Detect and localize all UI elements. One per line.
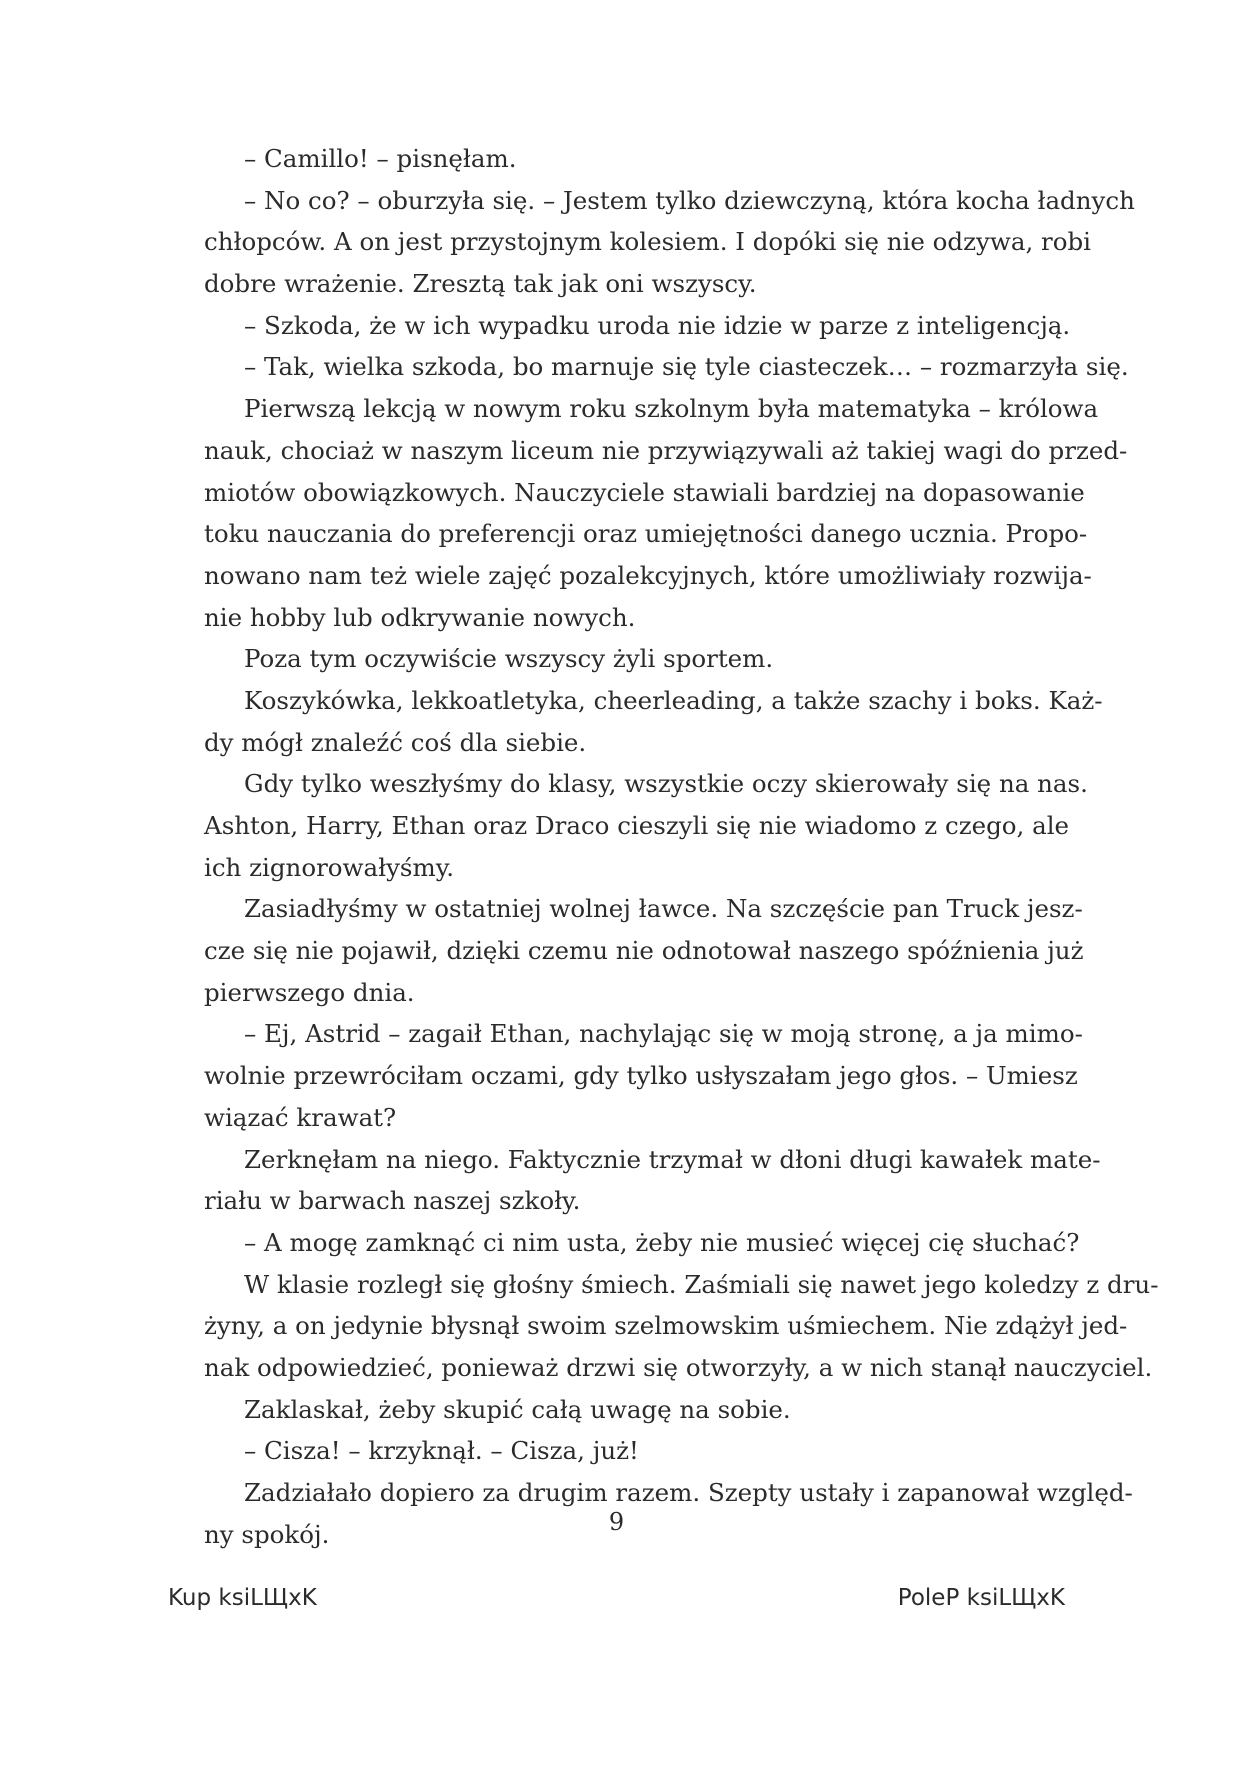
text-line: wiązać krawat? — [204, 1102, 397, 1132]
text-line: – Tak, wielka szkoda, bo marnuje się tyle ciasteczek… – rozmarzyła się. — [244, 352, 1129, 382]
text-line: nauk, chociaż w naszym liceum nie przywiązywali aż takiej wagi do przed- — [204, 435, 1128, 465]
text-line: Zaklaskał, żeby skupić całą uwagę na sobie. — [244, 1394, 791, 1424]
text-line: nak odpowiedzieć, ponieważ drzwi się otworzyły, a w nich stanął nauczyciel. — [204, 1352, 1153, 1382]
text-line: – Ej, Astrid – zagaił Ethan, nachylając się w moją stronę, a ja mimo- — [244, 1019, 1083, 1049]
text-line: riału w barwach naszej szkoły. — [204, 1186, 581, 1216]
text-line: ny spokój. — [204, 1519, 330, 1549]
text-line: Gdy tylko weszłyśmy do klasy, wszystkie oczy skierowały się na nas. — [244, 769, 1088, 799]
text-line: Zerknęłam na niego. Faktycznie trzymał w dłoni długi kawałek mate- — [244, 1144, 1101, 1174]
text-line: wolnie przewróciłam oczami, gdy tylko usłyszałam jego głos. – Umiesz — [204, 1061, 1078, 1091]
body-text — [204, 138, 1159, 1555]
footer-left-label: Kup ksiLЩxK — [168, 1585, 317, 1611]
text-line: chłopców. A on jest przystojnym kolesiem. I dopóki się nie odzywa, robi — [204, 227, 1092, 257]
text-line: Zasiadłyśmy w ostatniej wolnej ławce. Na szczęście pan Truck jesz- — [244, 894, 1083, 924]
text-line: nie hobby lub odkrywanie nowych. — [204, 602, 636, 632]
text-line: – A mogę zamknąć ci nim usta, żeby nie musieć więcej cię słuchać? — [244, 1227, 1080, 1257]
text-line: nowano nam też wiele zajęć pozalekcyjnych, które umożliwiały rozwija- — [204, 560, 1092, 590]
text-line: pierwszego dnia. — [204, 977, 415, 1007]
text-line: Ashton, Harry, Ethan oraz Draco cieszyli się nie wiadomo z czego, ale — [204, 811, 1070, 840]
text-line: ich zignorowałyśmy. — [204, 852, 455, 882]
text-line: W klasie rozległ się głośny śmiech. Zaśmiali się nawet jego koledzy z dru- — [244, 1269, 1159, 1299]
text-line: Koszykówka, lekkoatletyka, cheerleading, a także szachy i boks. Każ- — [244, 685, 1103, 715]
text-line: dy mógł znaleźć coś dla siebie. — [204, 727, 587, 757]
text-line: żyny, a on jedynie błysnął swoim szelmowskim uśmiechem. Nie zdążył jed- — [204, 1311, 1128, 1341]
text-line: cze się nie pojawił, dzięki czemu nie odnotował naszego spóźnienia już — [204, 936, 1084, 966]
footer-right-label: PoleP ksiLЩxK — [897, 1585, 1065, 1611]
text-line: Pierwszą lekcją w nowym roku szkolnym była matematyka – królowa — [244, 394, 1099, 424]
text-line: – No co? – oburzyła się. – Jestem tylko dziewczyną, która kocha ładnych — [244, 185, 1135, 215]
text-line: Zadziałało dopiero za drugim razem. Szepty ustały i zapanował względ- — [244, 1478, 1133, 1507]
page-number: 9 — [608, 1508, 625, 1536]
text-line: dobre wrażenie. Zresztą tak jak oni wszyscy. — [204, 269, 757, 299]
text-line: – Cisza! – krzyknął. – Cisza, już! — [244, 1436, 639, 1466]
text-line: miotów obowiązkowych. Nauczyciele stawiali bardziej na dopasowanie — [204, 477, 1085, 507]
text-line: Poza tym oczywiście wszyscy żyli sportem. — [244, 644, 774, 674]
text-line: – Szkoda, że w ich wypadku uroda nie idzie w parze z inteligencją. — [244, 310, 1071, 340]
text-line: – Camillo! – pisnęłam. — [244, 144, 517, 173]
text-line: toku nauczania do preferencji oraz umiejętności danego ucznia. Propo- — [204, 519, 1088, 549]
